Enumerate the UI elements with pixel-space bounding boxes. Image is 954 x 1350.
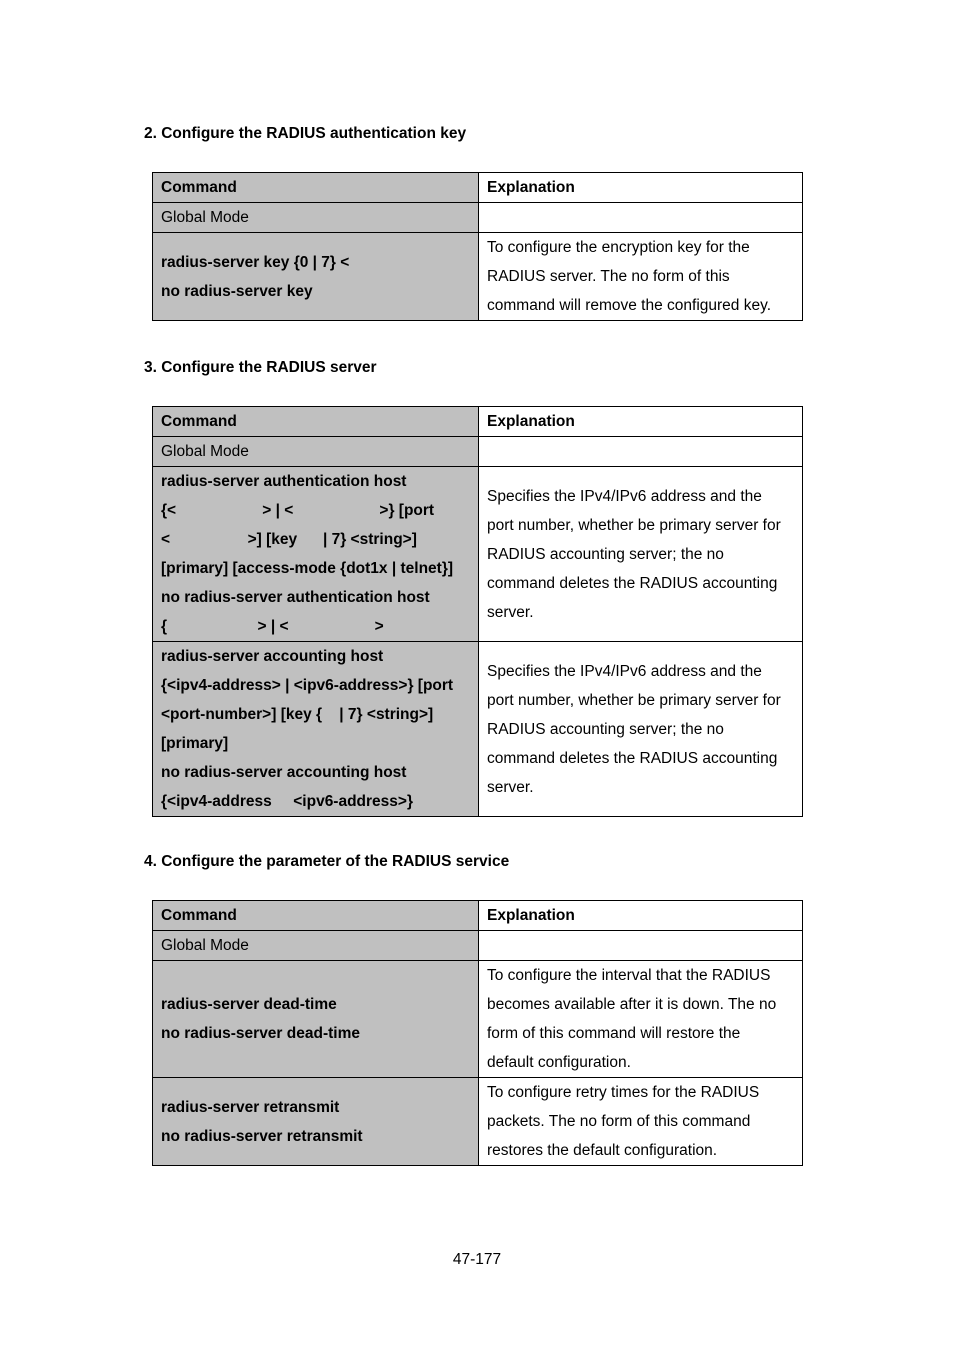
mode-explanation-cell	[479, 437, 803, 467]
command-line: {<ipv4-address> | <ipv6-address>} [port	[161, 677, 454, 694]
command-line: no radius-server accounting host	[161, 764, 407, 781]
mode-cell: Global Mode	[153, 437, 479, 467]
command-table	[152, 406, 803, 817]
table-row	[153, 1078, 803, 1166]
command-column-header: Command	[153, 173, 479, 203]
explanation-line: RADIUS accounting server; the no	[487, 545, 724, 563]
command-cell	[153, 233, 479, 321]
explanation-line: port number, whether be primary server for	[487, 691, 781, 709]
explanation-line: port number, whether be primary server for	[487, 516, 781, 534]
section-heading: 3. Configure the RADIUS server	[144, 359, 377, 376]
explanation-line: packets. The no form of this command	[487, 1113, 751, 1130]
explanation-line: To configure the interval that the RADIUS	[487, 967, 771, 984]
command-line: [primary] [access-mode {dot1x | telnet}]	[161, 560, 454, 577]
table-header-row	[153, 901, 803, 931]
command-line: radius-server authentication host	[161, 473, 407, 490]
page-number: 47-177	[452, 1251, 502, 1268]
command-line: no radius-server key	[161, 282, 313, 300]
explanation-cell	[479, 961, 803, 1078]
explanation-line: To configure the encryption key for the	[487, 239, 750, 256]
table-row	[153, 233, 803, 321]
table-row	[153, 961, 803, 1078]
explanation-line: form of this command will restore the	[487, 1025, 741, 1042]
mode-cell: Global Mode	[153, 931, 479, 961]
mode-explanation-cell	[479, 931, 803, 961]
command-line: radius-server dead-time	[161, 996, 337, 1013]
mode-row	[153, 931, 803, 961]
explanation-line: RADIUS server. The no form of this	[487, 268, 730, 285]
explanation-line: server.	[487, 603, 534, 621]
command-line: radius-server accounting host	[161, 648, 384, 665]
explanation-line: command will remove the configured key.	[487, 297, 772, 314]
command-cell	[153, 467, 479, 642]
command-cell	[153, 642, 479, 817]
command-line: no radius-server authentication host	[161, 589, 430, 606]
explanation-cell	[479, 233, 803, 321]
command-line: { > | < >	[161, 618, 384, 635]
table-row	[153, 467, 803, 642]
explanation-line: Specifies the IPv4/IPv6 address and the	[487, 662, 762, 680]
explanation-line: default configuration.	[487, 1054, 631, 1071]
explanation-line: server.	[487, 778, 534, 796]
explanation-line: restores the default configuration.	[487, 1142, 718, 1159]
table-header-row	[153, 407, 803, 437]
explanation-line: command deletes the RADIUS accounting	[487, 749, 778, 767]
explanation-cell	[479, 1078, 803, 1166]
explanation-column-header: Explanation	[479, 173, 803, 203]
command-line: no radius-server retransmit	[161, 1127, 363, 1145]
command-table	[152, 900, 803, 1166]
mode-explanation-cell	[479, 203, 803, 233]
explanation-line: command deletes the RADIUS accounting	[487, 574, 778, 592]
section-heading: 2. Configure the RADIUS authentication key	[144, 125, 467, 142]
explanation-cell	[479, 467, 803, 642]
section-heading: 4. Configure the parameter of the RADIUS service	[144, 853, 510, 870]
table-header-row	[153, 173, 803, 203]
explanation-line: Specifies the IPv4/IPv6 address and the	[487, 487, 762, 505]
command-table	[152, 172, 803, 321]
mode-row	[153, 203, 803, 233]
table-row	[153, 642, 803, 817]
explanation-column-header: Explanation	[479, 901, 803, 931]
command-cell	[153, 961, 479, 1078]
command-line: radius-server key {0 | 7} <	[161, 253, 350, 271]
command-cell	[153, 1078, 479, 1166]
explanation-line: becomes available after it is down. The no	[487, 996, 777, 1013]
mode-row	[153, 437, 803, 467]
command-column-header: Command	[153, 407, 479, 437]
explanation-line: To configure retry times for the RADIUS	[487, 1084, 760, 1101]
command-line: < >] [key | 7} <string>]	[161, 531, 417, 548]
command-line: [primary]	[161, 735, 229, 752]
mode-cell: Global Mode	[153, 203, 479, 233]
command-line: {<ipv4-address <ipv6-address>}	[161, 793, 414, 810]
explanation-line: RADIUS accounting server; the no	[487, 720, 724, 738]
command-line: no radius-server dead-time	[161, 1025, 360, 1042]
explanation-column-header: Explanation	[479, 407, 803, 437]
command-line: <port-number>] [key { | 7} <string>]	[161, 706, 434, 723]
explanation-cell	[479, 642, 803, 817]
command-line: radius-server retransmit	[161, 1098, 340, 1116]
command-line: {< > | < >} [port	[161, 502, 435, 519]
command-column-header: Command	[153, 901, 479, 931]
